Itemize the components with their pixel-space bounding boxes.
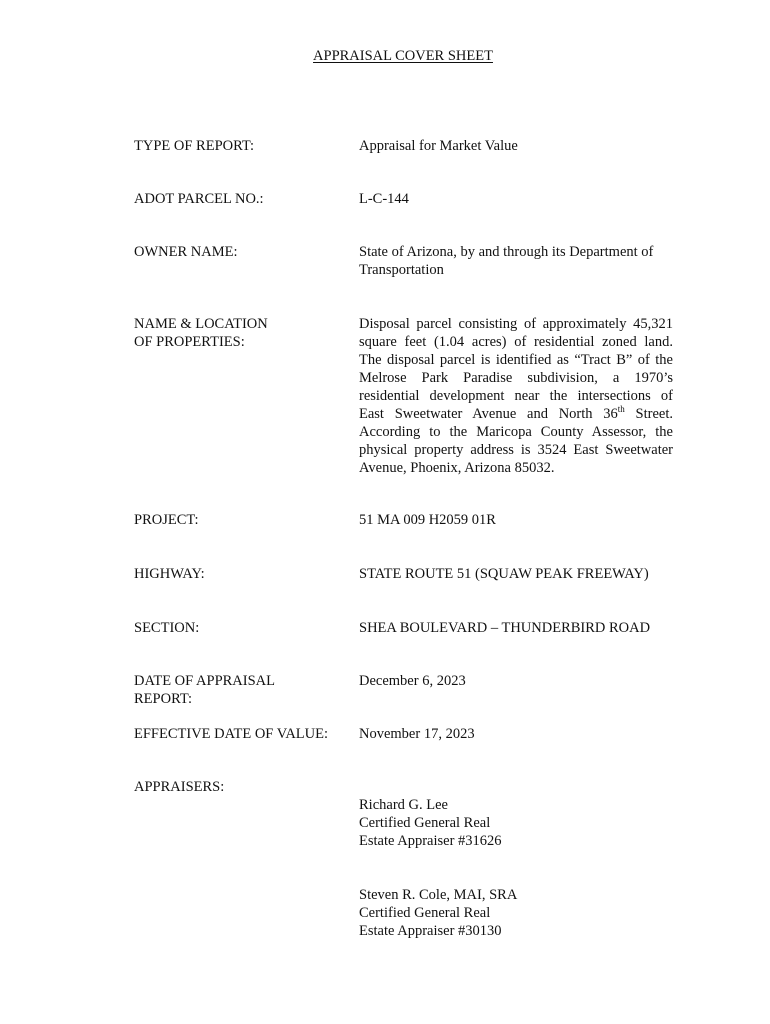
description-line: According to the Maricopa County Assessor, the — [359, 424, 673, 440]
appraiser-entry: Steven R. Cole, MAI, SRA Certified General Real Estate Appraiser #30130 — [359, 887, 518, 939]
appraiser-entry: Richard G. Lee Certified General Real Estate Appraiser #31626 — [359, 797, 502, 849]
adot-parcel-value: L-C-144 — [359, 191, 409, 207]
description-line: residential development near the intersections of — [359, 388, 673, 404]
ordinal-suffix: th — [617, 404, 625, 415]
page-title: APPRAISAL COVER SHEET — [313, 48, 493, 64]
appraisers-value — [359, 778, 673, 958]
date-of-appraisal-label: DATE OF APPRAISAL REPORT: — [134, 673, 275, 707]
description-line: The disposal parcel is identified as “Tract B” of the — [359, 352, 673, 368]
section-value: SHEA BOULEVARD – THUNDERBIRD ROAD — [359, 620, 651, 636]
section-label: SECTION: — [134, 620, 200, 636]
owner-name-label: OWNER NAME: — [134, 244, 238, 260]
project-value: 51 MA 009 H2059 01R — [359, 512, 496, 528]
description-line: square feet (1.04 acres) of residential zoned land. — [359, 334, 673, 350]
type-of-report-label: TYPE OF REPORT: — [134, 138, 255, 154]
date-of-appraisal-value: December 6, 2023 — [359, 673, 466, 689]
description-line: Melrose Park Paradise subdivision, a 1970’s — [359, 370, 673, 386]
description-line: physical property address is 3524 East Sweetwater — [359, 442, 673, 458]
name-location-label: NAME & LOCATION OF PROPERTIES: — [134, 316, 268, 350]
project-label: PROJECT: — [134, 512, 199, 528]
appraisers-label: APPRAISERS: — [134, 779, 225, 795]
type-of-report-value: Appraisal for Market Value — [359, 138, 518, 154]
effective-date-value: November 17, 2023 — [359, 726, 475, 742]
adot-parcel-label: ADOT PARCEL NO.: — [134, 191, 264, 207]
description-line: Avenue, Phoenix, Arizona 85032. — [359, 460, 555, 476]
owner-name-value: State of Arizona, by and through its Department of Transportation — [359, 244, 654, 278]
description-line-street-text: East Sweetwater Avenue and North 36 — [359, 406, 618, 422]
description-line: Disposal parcel consisting of approximately 45,321 — [359, 316, 673, 332]
description-line-street — [359, 405, 673, 423]
effective-date-label: EFFECTIVE DATE OF VALUE: — [134, 726, 329, 742]
highway-label: HIGHWAY: — [134, 566, 205, 582]
street-tail: Street. — [624, 406, 673, 422]
highway-value: STATE ROUTE 51 (SQUAW PEAK FREEWAY) — [359, 566, 649, 582]
name-location-value — [359, 315, 673, 477]
